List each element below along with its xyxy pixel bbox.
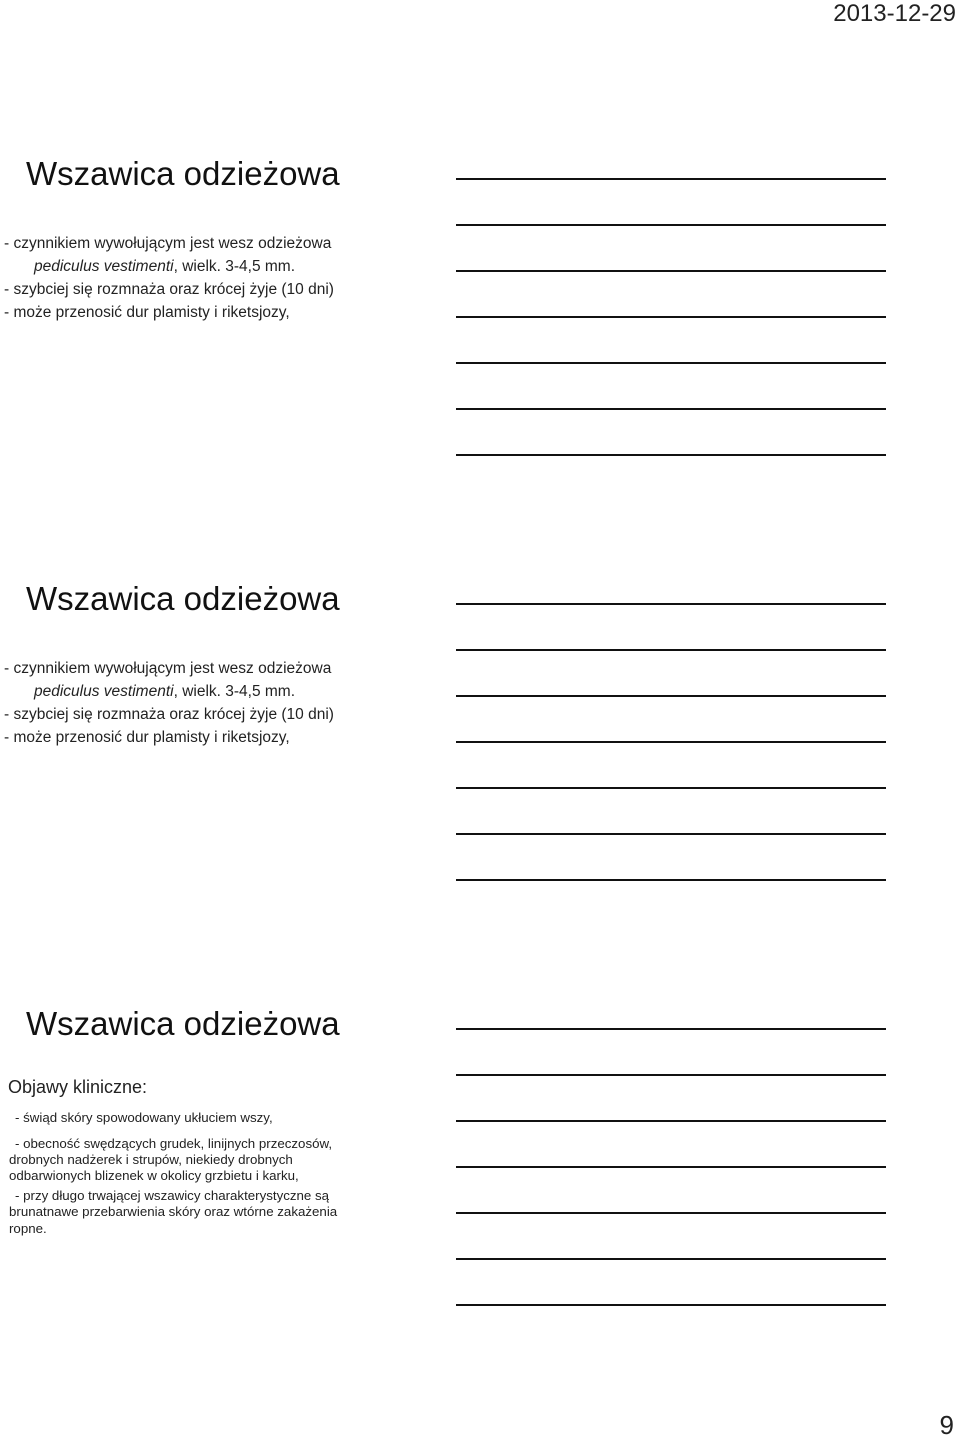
note-line	[456, 879, 886, 881]
bullet-line: brunatnawe przebarwienia skóry oraz wtórne zakażenia	[9, 1204, 338, 1219]
note-line	[456, 1258, 886, 1260]
bullet-line: - szybciej się rozmnaża oraz krócej żyje (10 dni)	[4, 281, 334, 298]
note-line	[456, 224, 886, 226]
note-line	[456, 178, 886, 180]
bullet-line: drobnych nadżerek i strupów, niekiedy drobnych	[9, 1152, 293, 1167]
note-line	[456, 741, 886, 743]
bullet-line: - może przenosić dur plamisty i riketsjozy,	[4, 304, 290, 321]
bullet-line: - przy długo trwającej wszawicy charakterystyczne są	[15, 1188, 330, 1203]
bullet-line	[34, 683, 295, 701]
size-text: , wielk. 3-4,5 mm.	[173, 258, 296, 275]
note-line	[456, 408, 886, 410]
bullet-line: - czynnikiem wywołującym jest wesz odzieżowa	[4, 235, 332, 252]
bullet-line: ropne.	[9, 1221, 47, 1236]
note-line	[456, 1304, 886, 1306]
note-line	[456, 1120, 886, 1122]
bullet-line: - obecność swędzących grudek, linijnych przeczosów,	[15, 1136, 333, 1151]
note-line	[456, 362, 886, 364]
bullet-line: odbarwionych blizenek w okolicy grzbietu i karku,	[9, 1168, 299, 1183]
bullet-line: - może przenosić dur plamisty i riketsjozy,	[4, 729, 290, 746]
slide-title: Wszawica odzieżowa	[26, 1005, 340, 1042]
slide-title: Wszawica odzieżowa	[26, 155, 340, 192]
note-line	[456, 1212, 886, 1214]
note-line	[456, 270, 886, 272]
bullet-line: - szybciej się rozmnaża oraz krócej żyje (10 dni)	[4, 706, 334, 723]
print-date: 2013-12-29	[833, 0, 956, 27]
bullet-line	[34, 258, 295, 276]
note-line	[456, 649, 886, 651]
slide-subtitle: Objawy kliniczne:	[8, 1077, 148, 1097]
note-line	[456, 603, 886, 605]
size-text: , wielk. 3-4,5 mm.	[173, 683, 296, 700]
note-line	[456, 695, 886, 697]
note-line	[456, 787, 886, 789]
bullet-line: - czynnikiem wywołującym jest wesz odzieżowa	[4, 660, 332, 677]
slide-title: Wszawica odzieżowa	[26, 580, 340, 617]
note-line	[456, 1166, 886, 1168]
latin-name: pediculus vestimenti	[34, 258, 174, 275]
bullet-line: - świąd skóry spowodowany ukłuciem wszy,	[15, 1110, 273, 1125]
note-line	[456, 454, 886, 456]
note-line	[456, 316, 886, 318]
note-line	[456, 1074, 886, 1076]
page-number: 9	[939, 1410, 954, 1440]
note-line	[456, 833, 886, 835]
note-line	[456, 1028, 886, 1030]
latin-name: pediculus vestimenti	[34, 683, 174, 700]
